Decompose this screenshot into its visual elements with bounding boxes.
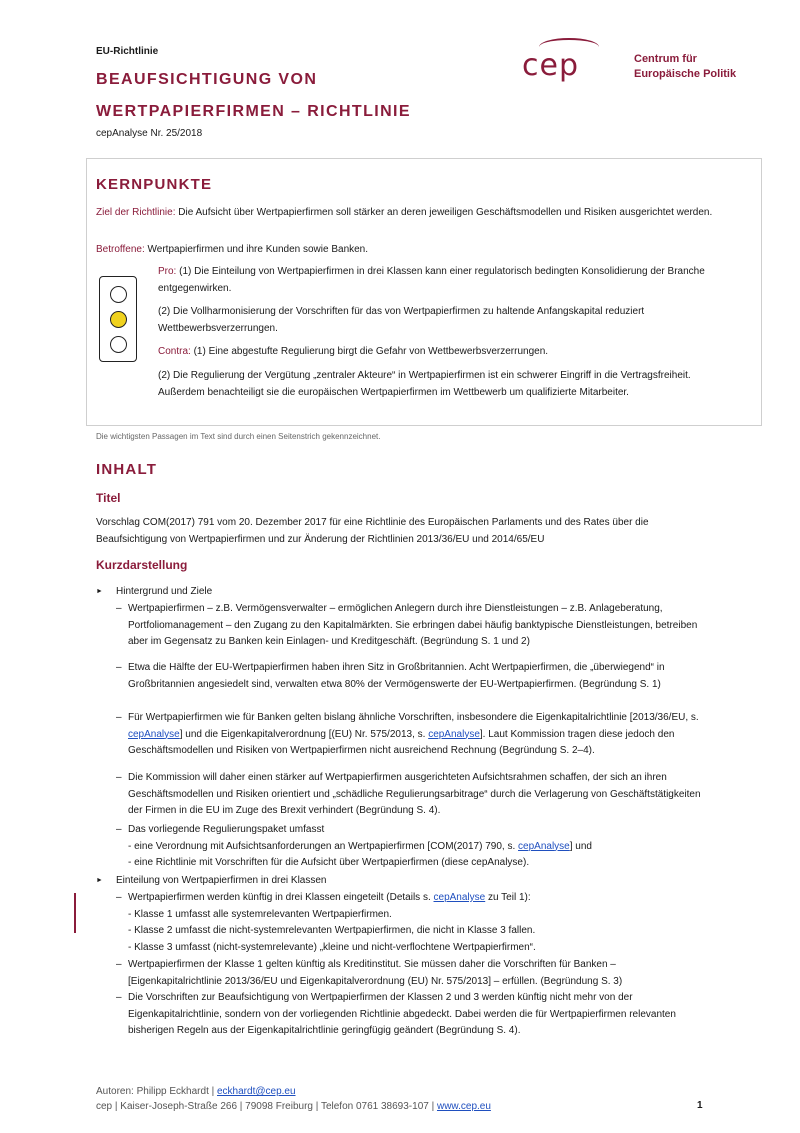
contra-point-2: (2) Die Regulierung der Vergütung „zentraler Akteure“ in Wertpapierfirmen ist ein schwerer Eingriff in die Vertragsfreiheit. Außerdem benachteiligt sie die europäischen Wertpapierfirmen im Wettbewerb um qualifizierte Mitarbeiter.: [158, 370, 691, 398]
list-item-text: Wertpapierfirmen – z.B. Vermögensverwalter – ermöglichen Anlegern durch ihre Dienstleistungen – z.B. Anlageberatung, Portfoliomanagement – den Zugang zu den Kapitalmärkten. Sie erbringen dabei häufig banktypische Dienstleistungen, betreiben aber im Gegensatz zu Banken kein Einlagen- und Kreditgeschäft. (Begründung S. 1 und 2): [128, 603, 698, 648]
list-item-text: Wertpapierfirmen werden künftig in drei Klassen eingeteilt (Details s. cepAnalyse zu Teil 1): - Klasse 1 umfasst alle systemrelevanten Wertpapierfirmen. - Klasse 2 umfasst die nicht-systemrelevanten Wertpapierfirmen, die nicht in Klasse 3 fallen. - Klasse 3 umfasst (nicht-systemrelevante) „kleine und nicht-verflochtene Wertpapierfirmen“.: [128, 890, 708, 956]
sub-item: - Klasse 3 umfasst (nicht-systemrelevante) „kleine und nicht-verflochtene Wertpapierfirmen“.: [128, 941, 536, 953]
pro-point-1: [158, 264, 714, 297]
page-number: 1: [697, 1100, 703, 1111]
contra-point-1: [158, 344, 714, 361]
kernpunkte-ziel: [96, 205, 714, 222]
list-item-text: Das vorliegende Regulierungspaket umfasst - eine Verordnung mit Aufsichtsanforderungen an Wertpapierfirmen [COM(2017) 790, s. cepAnalyse] und - eine Richtlinie mit Vorschriften für die Aufsicht über Wertpapierfirmen (diese cepAnalyse).: [128, 822, 708, 872]
list-item-text: Wertpapierfirmen der Klasse 1 gelten künftig als Kreditinstitut. Sie müssen daher die Vorschriften für Banken – [Eigenkapitalrichtlinie 2013/36/EU und Eigenkapitalverordnung (EU) Nr. 575/2013] – erfüllen. (Begründung S. 3): [128, 959, 623, 987]
cepanalyse-link[interactable]: cepAnalyse: [428, 728, 480, 740]
website-link[interactable]: www.cep.eu: [436, 1101, 491, 1112]
title-line-1: BEAUFSICHTIGUNG VON: [96, 71, 318, 88]
page-footer: Autoren: Philipp Eckhardt | eckhardt@cep.eu cep | Kaiser-Joseph-Straße 266 | 79098 Freiburg | Telefon 0761 38693-107 | www.cep.eu: [96, 1086, 491, 1112]
inhalt-heading: INHALT: [96, 461, 158, 478]
ziel-label: Ziel der Richtlinie:: [96, 207, 176, 218]
kernpunkte-heading: KERNPUNKTE: [96, 176, 213, 193]
pro-text-1: (1) Die Einteilung von Wertpapierfirmen in drei Klassen kann einer regulatorisch bedingten Konsolidierung der Branche entgegenwirken.: [158, 266, 705, 294]
titel-text: Vorschlag COM(2017) 791 vom 20. Dezember 2017 für eine Richtlinie des Europäischen Parlaments und des Rates über die Beaufsichtigung von Wertpapierfirmen und zur Änderung der Richtlinien 2013/36/EU und 2014/65/EU: [96, 517, 649, 545]
sub-item: - Klasse 1 umfasst alle systemrelevanten Wertpapierfirmen.: [128, 908, 392, 920]
pro-point-2: (2) Die Vollharmonisierung der Vorschriften für das von Wertpapierfirmen zu haltende Anfangskapital reduziert Wettbewerbsverzerrungen.: [158, 306, 645, 334]
kernpunkte-betroffene: [96, 242, 714, 259]
traffic-light-icon: [99, 276, 137, 362]
list-item-text: Für Wertpapierfirmen wie für Banken gelten bislang ähnliche Vorschriften, insbesondere die Eigenkapitalrichtlinie [2013/36/EU, s. cepAnalyse] und die Eigenkapitalverordnung [(EU) Nr. 575/2013, s. cepAnalyse]. Laut Kommission tragen diese jedoch den Geschäftsmodellen und Risiken von Wertpapierfirmen nicht ausreichend Rechnung (Begründung S. 2–4).: [128, 712, 699, 757]
pro-label: Pro:: [158, 266, 177, 277]
section-label: Hintergrund und Ziele: [116, 586, 213, 597]
betroffene-text: Wertpapierfirmen und ihre Kunden sowie Banken.: [144, 244, 369, 255]
document-type: EU-Richtlinie: [96, 46, 159, 57]
document-number: cepAnalyse Nr. 25/2018: [96, 128, 203, 139]
sub-item: - eine Richtlinie mit Vorschriften für die Aufsicht über Wertpapierfirmen (diese cepAnalyse).: [128, 857, 530, 869]
list-item-text: Die Kommission will daher einen stärker auf Wertpapierfirmen ausgerichteten Aufsichtsrahmen schaffen, der sich an ihren Geschäftsmodellen und Risiken orientiert und „schädliche Regulierungsarbitrage“ durch die Verlagerung von Geschäftstätigkeiten der Firmen in die EU im Zuge des Brexit verhindert (Begründung S. 4).: [128, 772, 701, 817]
bullet-arrow-icon: ►: [96, 588, 103, 595]
contra-text-1: (1) Eine abgestufte Regulierung birgt die Gefahr von Wettbewerbsverzerrungen.: [190, 346, 549, 357]
cepanalyse-link[interactable]: cepAnalyse: [518, 840, 570, 852]
logo-line-1: Centrum für: [634, 53, 697, 65]
traffic-light-middle-lamp: [110, 311, 127, 328]
sub-item: - eine Verordnung mit Aufsichtsanforderungen an Wertpapierfirmen [COM(2017) 790, s. cepAnalyse] und: [128, 840, 592, 852]
list-item-text: Die Vorschriften zur Beaufsichtigung von Wertpapierfirmen der Klassen 2 und 3 werden künftig nicht mehr von der Eigenkapitalrichtlinie, sondern von der vorliegenden Richtlinie abgedeckt. Dabei werden die für Wertpapierfirmen relevanten bisherigen Regeln aus der Eigenkapitalrichtlinie geringfügig geändert (Begründung S. 4).: [128, 992, 676, 1037]
traffic-light-bottom-lamp: [110, 336, 127, 353]
ziel-text: Die Aufsicht über Wertpapierfirmen soll stärker an deren jeweiligen Geschäftsmodellen und Risiken ausgerichtet werden.: [175, 207, 713, 218]
betroffene-label: Betroffene:: [96, 244, 145, 255]
cepanalyse-link[interactable]: cepAnalyse: [433, 892, 486, 903]
author-email-link[interactable]: eckhardt@cep.eu: [217, 1086, 296, 1097]
section-label: Einteilung von Wertpapierfirmen in drei Klassen: [116, 875, 327, 886]
sub-item: - Klasse 2 umfasst die nicht-systemrelevanten Wertpapierfirmen, die nicht in Klasse 3 fallen.: [128, 925, 536, 937]
bullet-arrow-icon: ►: [96, 877, 103, 884]
titel-heading: Titel: [96, 491, 121, 505]
importance-sidebar-mark: [74, 893, 76, 933]
logo-text: [634, 52, 736, 82]
traffic-light-top-lamp: [110, 286, 127, 303]
logo-line-2: Europäische Politik: [634, 68, 737, 80]
list-item-text: Etwa die Hälfte der EU-Wertpapierfirmen haben ihren Sitz in Großbritannien. Acht Wertpapierfirmen, die „überwiegend“ in Großbritannien angesiedelt sind, verwalten etwa 80% der Vermögenswerte der EU-Wertpapierfirmen. (Begründung S. 1): [128, 662, 665, 690]
title-line-2: WERTPAPIERFIRMEN – RICHTLINIE: [96, 103, 411, 120]
contra-label: Contra:: [158, 346, 191, 357]
kurzdarstellung-heading: Kurzdarstellung: [96, 558, 188, 572]
cep-logo: cep: [522, 48, 579, 83]
cepanalyse-link[interactable]: cepAnalyse: [128, 728, 180, 740]
kernpunkte-footnote: Die wichtigsten Passagen im Text sind durch einen Seitenstrich gekennzeichnet.: [96, 432, 381, 441]
document-title: [96, 64, 411, 128]
